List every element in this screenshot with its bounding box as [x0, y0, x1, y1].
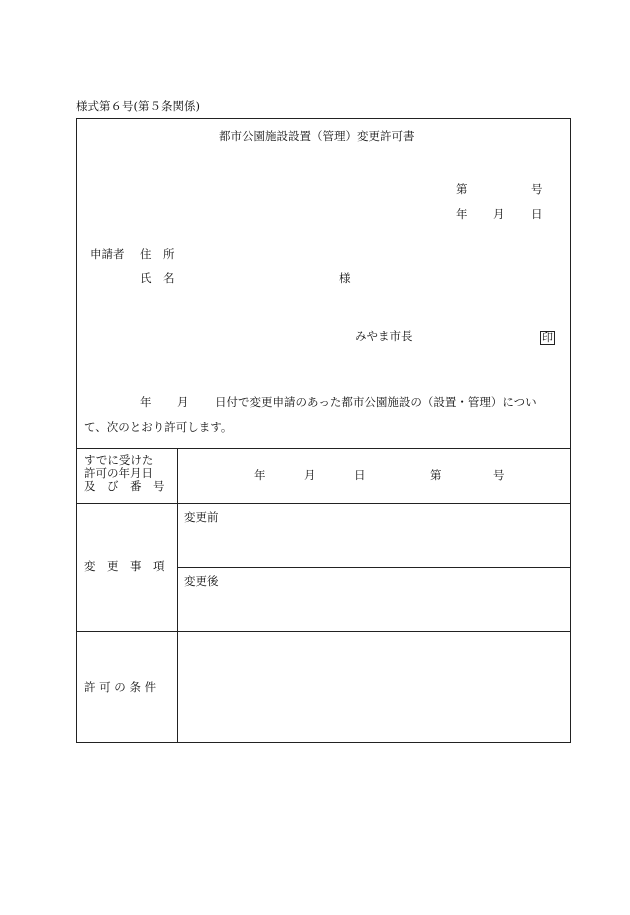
issue-date-day: 日: [531, 207, 543, 221]
applicant-name-label: 氏 名: [140, 271, 175, 285]
prior-permit-label-line2: 許可の年月日: [84, 466, 153, 480]
changes-after-label: 変更後: [184, 574, 219, 588]
table-rule-after-changes: [76, 631, 571, 632]
table-column-divider: [177, 448, 178, 743]
issue-date-month: 月: [493, 207, 505, 221]
issue-number-suffix: 号: [531, 182, 543, 196]
table-top-rule: [76, 448, 571, 449]
prior-permit-month: 月: [304, 468, 316, 482]
table-rule-after-prior-permit: [76, 503, 571, 504]
prior-permit-label-line3: 及 び 番 号: [84, 479, 165, 493]
issue-date-year: 年: [456, 207, 468, 221]
body-text-line1: 日付で変更申請のあった都市公園施設の（設置・管理）につい: [215, 395, 537, 409]
form-number: 様式第６号(第５条関係): [76, 99, 200, 113]
body-date-year: 年: [140, 395, 152, 409]
applicant-address-label: 住 所: [140, 247, 175, 261]
prior-permit-number-prefix: 第: [430, 468, 442, 482]
seal-mark: 印: [542, 331, 553, 344]
prior-permit-day: 日: [354, 468, 366, 482]
applicant-label: 申請者: [90, 247, 125, 261]
document-title: 都市公園施設設置（管理）変更許可書: [219, 129, 415, 143]
applicant-honorific: 様: [339, 271, 351, 285]
issue-number-prefix: 第: [456, 182, 468, 196]
body-text-line2: て、次のとおり許可します。: [84, 420, 233, 434]
prior-permit-number-suffix: 号: [493, 468, 505, 482]
conditions-label: 許 可 の 条 件: [84, 680, 157, 694]
table-rule-between-before-after: [177, 567, 571, 568]
issuer-name: みやま市長: [355, 329, 413, 343]
body-date-month: 月: [177, 395, 189, 409]
prior-permit-year: 年: [254, 468, 266, 482]
changes-before-label: 変更前: [184, 510, 219, 524]
prior-permit-label-line1: すでに受けた: [84, 453, 154, 467]
changes-label: 変 更 事 項: [84, 559, 165, 573]
